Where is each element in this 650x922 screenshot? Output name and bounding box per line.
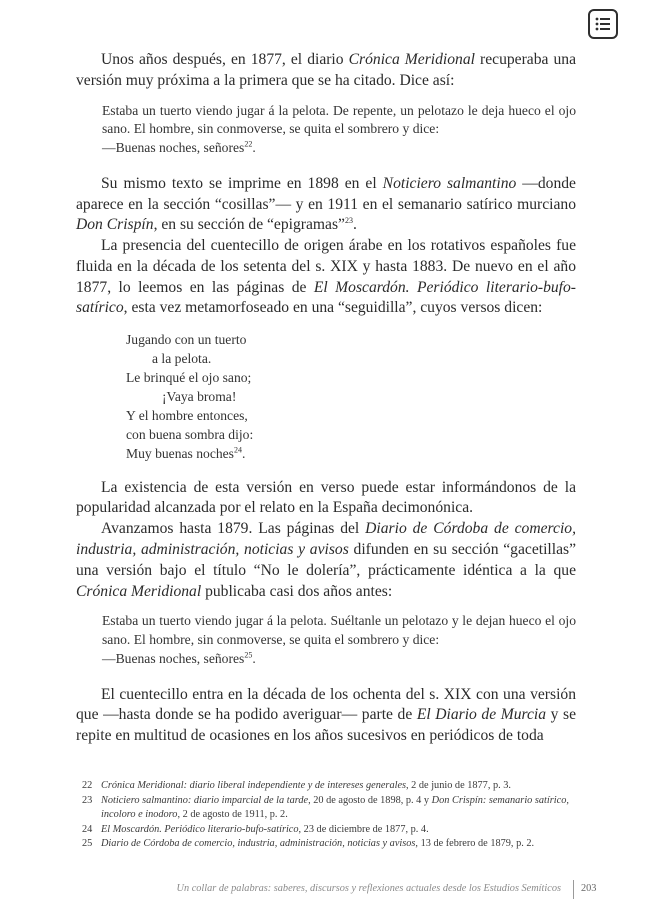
quote-closing: —Buenas noches, señores$^{22}$. (102, 139, 256, 155)
running-footer (0, 880, 650, 900)
footnote-source-title: Don Crispín: semanario satírico, incoloro e inodoro (101, 794, 569, 821)
text-run: publicaba casi dos años antes: (201, 582, 393, 600)
text-run: El cuentecillo entra en la década de los ochenta del s. XIX con una versión que —hasta donde se ha podido averiguar— parte de (76, 685, 576, 724)
verse-line: a la pelota. (152, 351, 212, 367)
quote-closing-text: —Buenas noches, señores (102, 650, 245, 666)
text-run: difunden en su sección “gacetillas” una versión bajo el título “No le dolería”, prácticamente idéntica a la que (76, 541, 576, 579)
footnote-source-title: Diario de Córdoba de comercio, industria, administración, noticias y avisos (101, 838, 416, 850)
book-title: Un collar de palabras: saberes, discursos y reflexiones actuales desde los Estudios Semíticos (176, 883, 561, 894)
verse-line: Le brinqué el ojo sano; (126, 370, 252, 386)
text-run: Unos años después, en 1877, el diario (101, 51, 349, 68)
paragraph-6 (76, 685, 576, 747)
footnote-source-title: Noticiero salmantino: diario imparcial de la tarde (101, 794, 309, 806)
table-of-contents-button[interactable] (588, 9, 618, 39)
text-run: , esta vez metamorfoseado en una “seguidilla”, cuyos versos dicen: (123, 299, 543, 317)
newspaper-title: El Diario de Murcia (416, 706, 547, 724)
footnotes (82, 779, 576, 852)
quote-closing-text: . (252, 650, 256, 666)
paragraph-5 (76, 519, 576, 602)
newspaper-title: Crónica Meridional (76, 582, 202, 600)
block-quote-1 (102, 102, 576, 158)
footnote-source-title: Crónica Meridional: diario liberal independiente y de intereses generales (101, 780, 407, 791)
footnote-ref-24[interactable]: 24 (233, 445, 242, 455)
footnote-24 (82, 823, 576, 838)
text-run: La existencia de esta versión en verso puede estar informándonos de la popularidad alcanzada por el relato en la España decimonónica. (76, 478, 576, 517)
newspaper-title: Crónica Meridional (348, 51, 475, 68)
footnote-detail: , 20 de agosto de 1898, p. 4 y (308, 794, 432, 806)
quote-text: Estaba un tuerto viendo jugar á la pelota. Suéltanle un pelotazo y le dejan hueco el ojo sano. El hombre, sin conmoverse, se quita el sombrero y dice: (102, 613, 576, 648)
verse-line: Y el hombre entonces, (126, 407, 248, 423)
footnote-number: 24 (82, 823, 93, 835)
footnote-23 (82, 794, 576, 823)
verse-line: ¡Vaya broma! (162, 389, 237, 404)
page-number: 203 (581, 883, 597, 894)
footnote-detail: , 2 de agosto de 1911, p. 2. (177, 809, 288, 821)
text-run: recuperaba una versión muy próxima a la primera que se ha citado. Dice así: (76, 51, 576, 89)
footnote-number: 22 (82, 780, 93, 791)
footnote-text (101, 794, 576, 823)
newspaper-title: Diario de Córdoba de comercio, industria, administración, noticias y avisos (76, 520, 576, 559)
footnote-number: 25 (82, 838, 93, 850)
footnote-text (101, 837, 576, 852)
paragraph-2 (76, 174, 576, 236)
footnote-ref-25[interactable]: 25 (244, 650, 253, 660)
verse-line: con buena sombra dijo: (126, 426, 254, 442)
text-run: Su mismo texto se imprime en 1898 en el (101, 174, 383, 192)
page-body (76, 50, 576, 747)
footnote-text (101, 823, 576, 838)
paragraph-1 (76, 50, 576, 92)
footnote-text (101, 779, 576, 794)
verse-text: . (241, 445, 246, 461)
text-run: . (352, 216, 357, 234)
footnote-22 (82, 779, 576, 794)
quote-closing (102, 650, 576, 669)
footnote-detail: , 23 de diciembre de 1877, p. 4. (298, 823, 429, 835)
text-run: —donde aparece en la sección “cosillas”— y en 1911 en el semanario satírico murciano (76, 174, 576, 213)
newspaper-title: Noticiero salmantino (382, 174, 517, 192)
text-run: Avanzamos hasta 1879. Las páginas del (101, 520, 366, 538)
quote-text: Estaba un tuerto viendo jugar á la pelota. De repente, un pelotazo le deja hueco el ojo sano. El hombre, sin conmoverse, se quita el sombrero y dice: (102, 102, 576, 137)
footnote-ref-22[interactable]: 22 (244, 139, 253, 149)
block-quote-2 (102, 612, 576, 668)
newspaper-title: El Moscardón. Periódico literario-bufo-satírico (76, 278, 576, 317)
verse-line: Jugando con un tuerto (126, 332, 247, 348)
text-run: La presencia del cuentecillo de origen árabe en los rotativos españoles fue fluida en la década de los setenta del s. XIX y hasta 1883. De nuevo en el año 1877, lo leemos en las páginas de (76, 237, 576, 296)
text-run: y se repite en multitud de ocasiones en los años sucesivos en periódicos de toda (76, 706, 577, 745)
footnote-detail: , 2 de junio de 1877, p. 3. (406, 780, 511, 791)
footnote-detail: , 13 de febrero de 1879, p. 2. (415, 838, 535, 850)
verse-line-last (126, 445, 576, 464)
seguidilla-verse (126, 331, 576, 463)
footnote-number: 23 (82, 794, 93, 806)
verse-text: Muy buenas noches (126, 445, 234, 461)
table-of-contents-icon (594, 15, 612, 33)
footnote-25 (82, 837, 576, 852)
footer-divider (573, 880, 574, 899)
paragraph-3 (76, 236, 576, 319)
text-run: , en su sección de “epigramas” (153, 216, 345, 234)
footnote-ref-23[interactable]: 23 (344, 216, 353, 226)
quote-closing-text: —Buenas noches, señores (102, 140, 245, 155)
newspaper-title: Don Crispín (76, 216, 154, 234)
paragraph-4 (76, 478, 576, 520)
footnote-source-title: El Moscardón. Periódico literario-bufo-satírico (101, 823, 299, 835)
